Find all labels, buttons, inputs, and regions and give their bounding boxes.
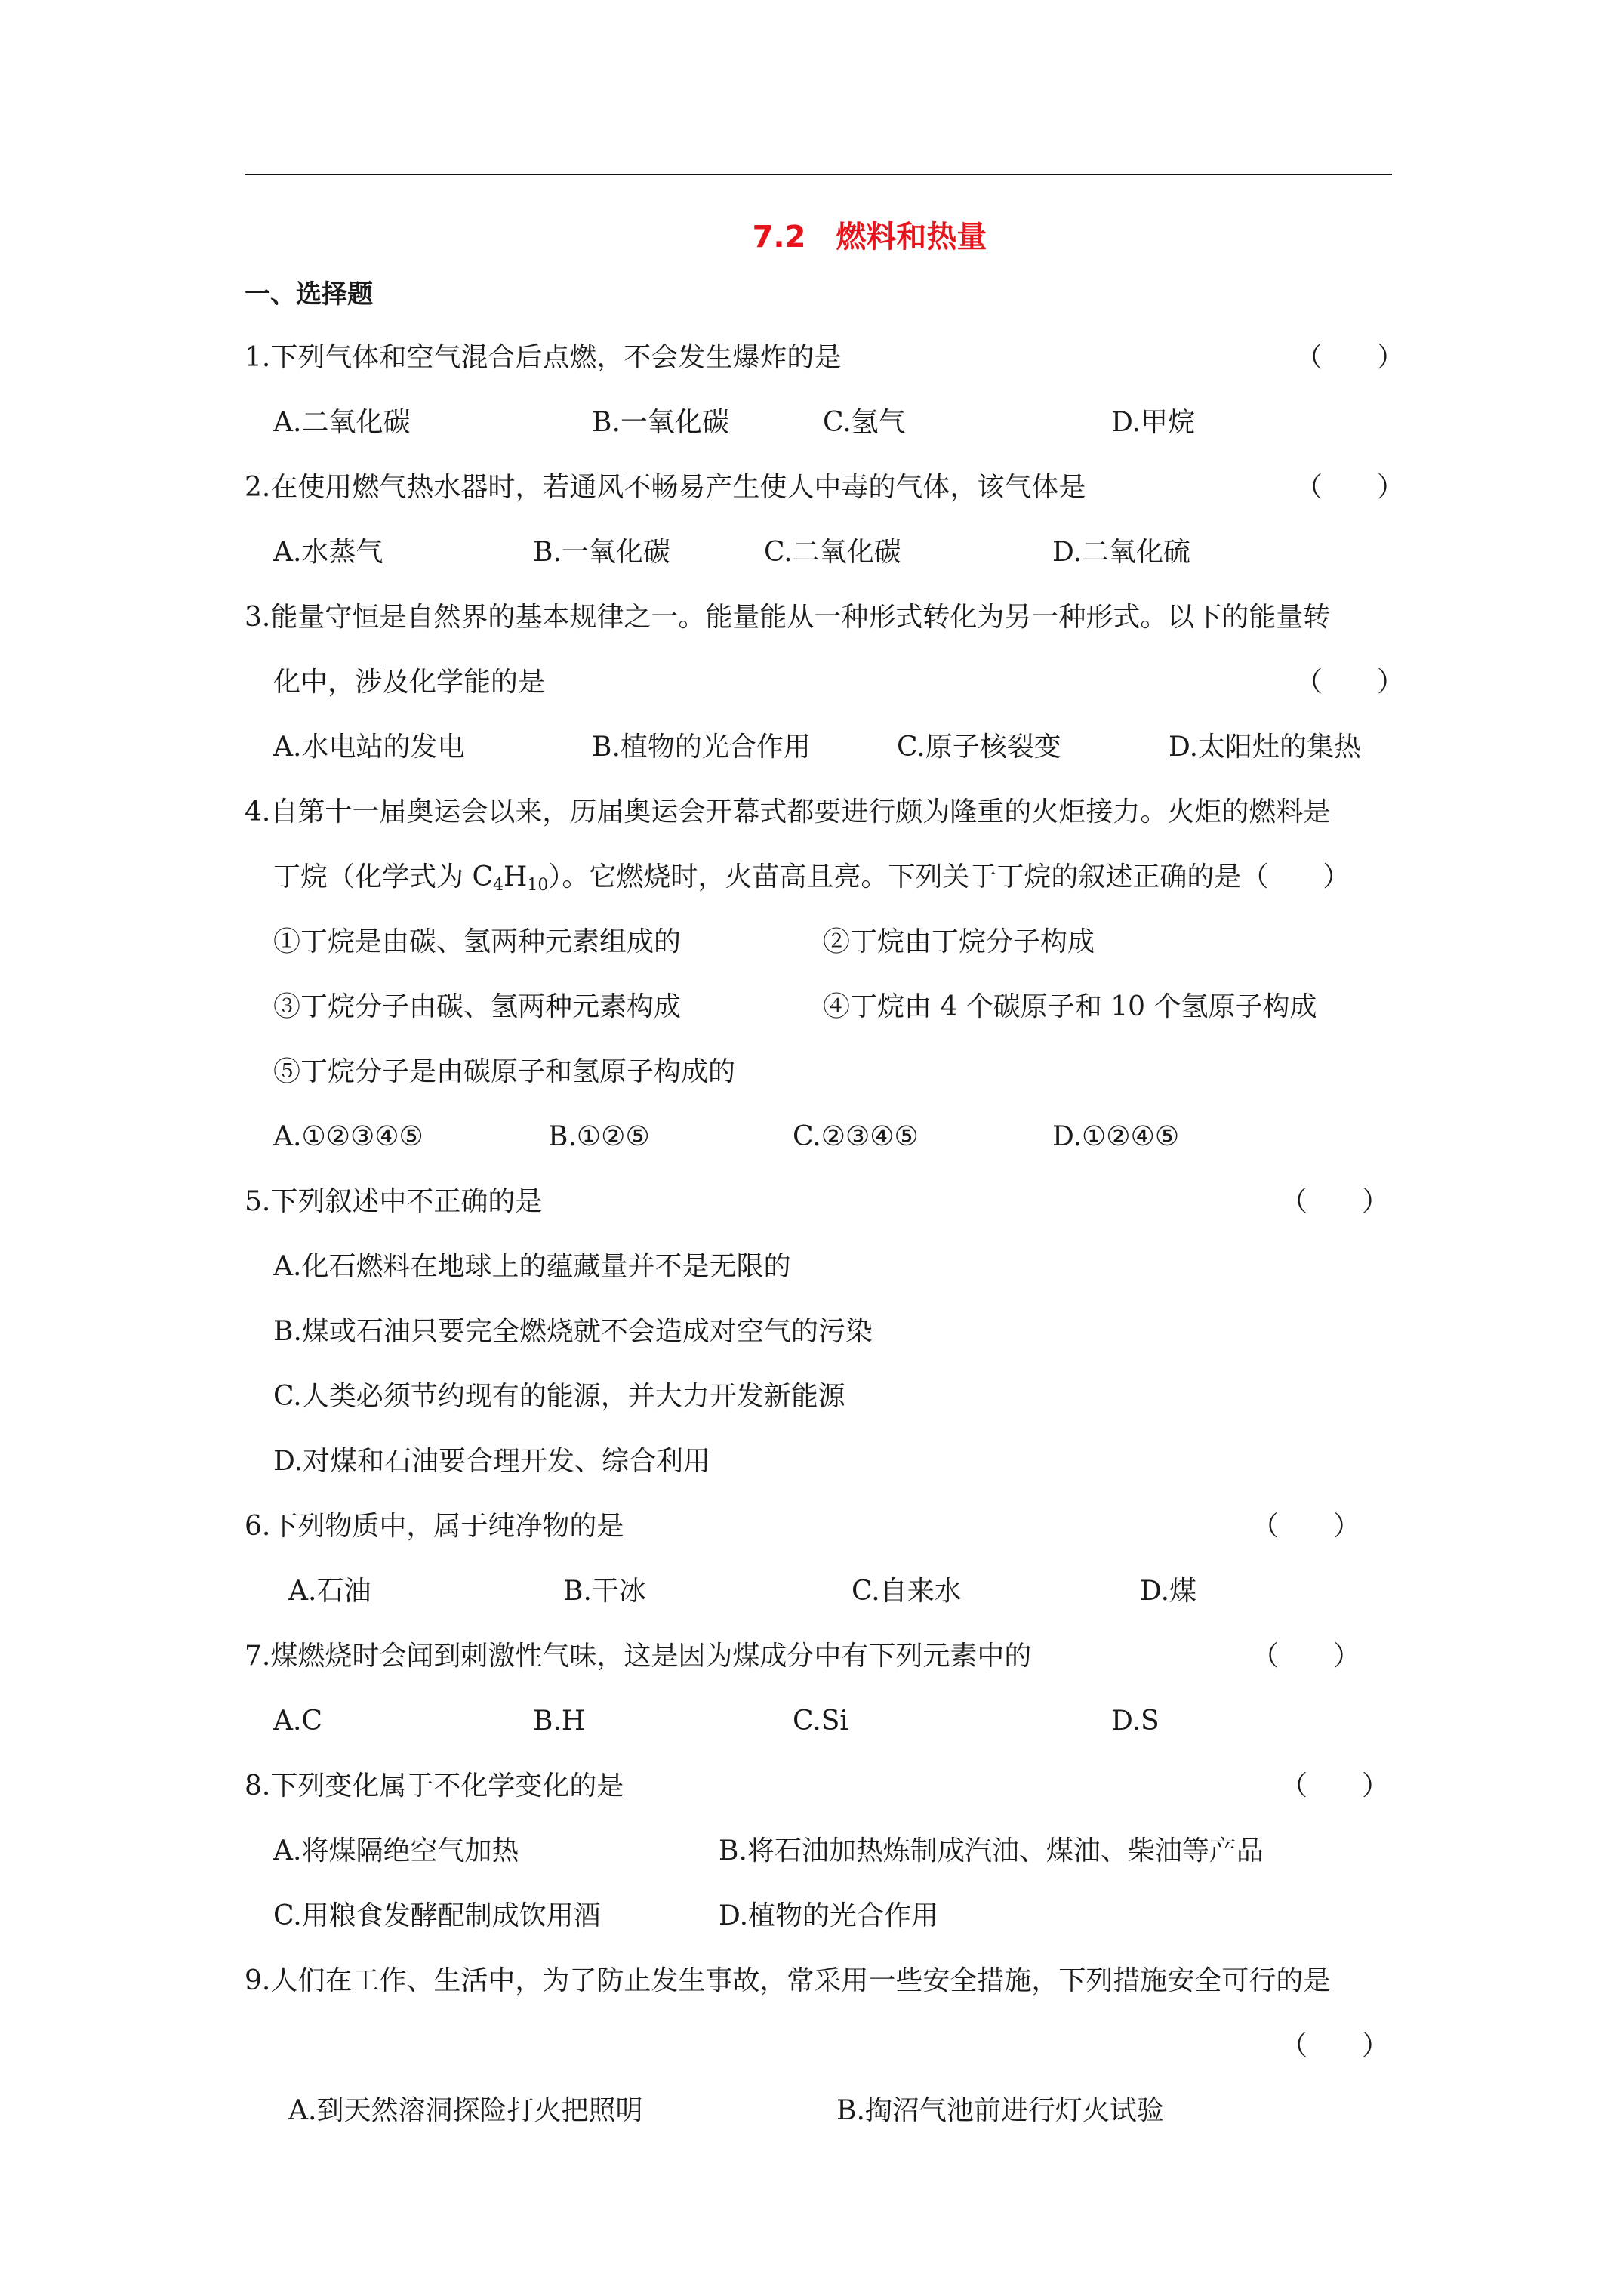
q4-option-d: D.①②④⑤ (1052, 1121, 1180, 1152)
q1-answer-blank: （ ） (1295, 342, 1405, 373)
page-title: 7.2 燃料和热量 (752, 220, 987, 254)
q2-option-b: B.一氧化碳 (533, 537, 670, 568)
q3-option-d: D.太阳灶的集热 (1169, 732, 1362, 763)
q5-option-b: B.煤或石油只要完全燃烧就不会造成对空气的污染 (273, 1316, 873, 1347)
q6-stem: 6.下列物质中，属于纯净物的是 (245, 1511, 624, 1542)
q6-answer-blank: （ ） (1252, 1511, 1361, 1542)
q5-option-c: C.人类必须节约现有的能源，并大力开发新能源 (273, 1381, 845, 1412)
q1-option-c: C.氢气 (823, 407, 906, 438)
q9-answer-blank: （ ） (1280, 2030, 1390, 2061)
q4-statement-2: ②丁烷由丁烷分子构成 (823, 926, 1095, 957)
q9-option-a: A.到天然溶洞探险打火把照明 (288, 2095, 643, 2126)
q3-option-b: B.植物的光合作用 (592, 732, 811, 763)
q8-answer-blank: （ ） (1280, 1771, 1390, 1801)
q4-statement-5: ⑤丁烷分子是由碳原子和氢原子构成的 (273, 1056, 736, 1087)
q7-answer-blank: （ ） (1252, 1641, 1361, 1672)
q6-option-c: C.自来水 (852, 1576, 962, 1607)
q1-option-b: B.一氧化碳 (592, 407, 729, 438)
section-heading: 一、选择题 (245, 279, 373, 310)
q5-answer-blank: （ ） (1280, 1186, 1390, 1217)
q8-option-a: A.将煤隔绝空气加热 (273, 1835, 519, 1866)
q2-answer-blank: （ ） (1295, 472, 1405, 503)
q1-option-a: A.二氧化碳 (273, 407, 411, 438)
q3-answer-blank: （ ） (1295, 667, 1405, 698)
q4-statement-4: ④丁烷由 4 个碳原子和 10 个氢原子构成 (823, 991, 1317, 1022)
q6-option-d: D.煤 (1140, 1576, 1197, 1607)
q7-option-c: C.Si (793, 1706, 848, 1737)
q4-stem-line2: 丁烷（化学式为 $C_4H_{10}$）。它燃烧时，火苗高且亮。下列关于丁烷的叙述正确的是（ ） (273, 861, 1350, 895)
q3-stem-line2: 化中，涉及化学能的是 (273, 667, 546, 698)
q1-option-d: D.甲烷 (1111, 407, 1196, 438)
q4-option-c: C.②③④⑤ (793, 1121, 919, 1152)
q7-stem: 7.煤燃烧时会闻到刺激性气味，这是因为煤成分中有下列元素中的 (245, 1641, 1032, 1672)
q8-stem: 8.下列变化属于不化学变化的是 (245, 1771, 624, 1801)
q9-stem: 9.人们在工作、生活中，为了防止发生事故，常采用一些安全措施，下列措施安全可行的是 (245, 1965, 1331, 1996)
q4-stem-line1: 4.自第十一届奥运会以来，历届奥运会开幕式都要进行颇为隆重的火炬接力。火炬的燃料是 (245, 797, 1331, 827)
q7-option-d: D.S (1111, 1706, 1160, 1737)
q7-option-a: A.C (273, 1706, 322, 1737)
q6-option-a: A.石油 (288, 1576, 371, 1607)
q3-option-a: A.水电站的发电 (273, 732, 465, 763)
q3-stem-line1: 3.能量守恒是自然界的基本规律之一。能量能从一种形式转化为另一种形式。以下的能量转 (245, 602, 1331, 633)
q2-option-c: C.二氧化碳 (764, 537, 901, 568)
q9-option-b: B.掏沼气池前进行灯火试验 (836, 2095, 1164, 2126)
q6-option-b: B.干冰 (563, 1576, 646, 1607)
q1-stem: 1.下列气体和空气混合后点燃，不会发生爆炸的是 (245, 342, 842, 373)
q5-option-d: D.对煤和石油要合理开发、综合利用 (273, 1446, 711, 1477)
q4-statement-1: ①丁烷是由碳、氢两种元素组成的 (273, 926, 682, 957)
q3-option-c: C.原子核裂变 (897, 732, 1061, 763)
q8-option-d: D.植物的光合作用 (719, 1900, 939, 1931)
q4-option-a: A.①②③④⑤ (273, 1121, 423, 1152)
q7-option-b: B.H (533, 1706, 586, 1737)
q8-option-c: C.用粮食发酵配制成饮用酒 (273, 1900, 601, 1931)
q5-option-a: A.化石燃料在地球上的蕴藏量并不是无限的 (273, 1251, 791, 1282)
q5-stem: 5.下列叙述中不正确的是 (245, 1186, 543, 1217)
header-rule (245, 174, 1392, 175)
q4-statement-3: ③丁烷分子由碳、氢两种元素构成 (273, 991, 682, 1022)
q2-option-d: D.二氧化硫 (1052, 537, 1191, 568)
q2-option-a: A.水蒸气 (273, 537, 383, 568)
q2-stem: 2.在使用燃气热水器时，若通风不畅易产生使人中毒的气体，该气体是 (245, 472, 1086, 503)
q4-option-b: B.①②⑤ (548, 1121, 650, 1152)
q8-option-b: B.将石油加热炼制成汽油、煤油、柴油等产品 (719, 1835, 1264, 1866)
